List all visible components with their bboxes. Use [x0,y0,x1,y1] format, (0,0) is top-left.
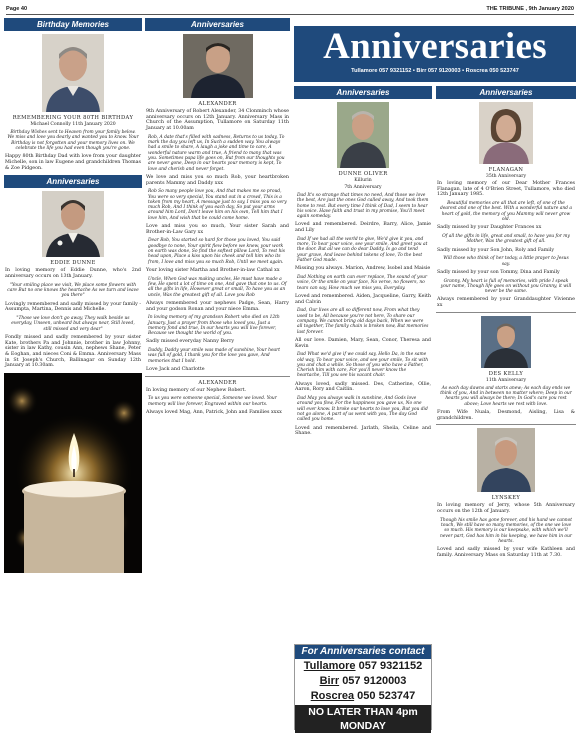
caption: ALEXANDER [198,101,237,107]
verse: Dad It's so strange that times no need, And those we love the best, Are just the ones God called away, And took them home to rest. But every time I think of Dad, I seem to hear his voice. Have faith and trust in my promise, You'll meet again someday. [297,193,429,220]
ad-line-roscrea [295,689,431,704]
portrait-photo-flanagan [479,102,533,164]
verse: Dad What we'd give if we could say, Hello Da, in the same old way, To hear your voice, and see your smile, To sit with you and chat a while. So those of you who have a Father, Cherish him with care, For you'll never know the heartache, Till you see his vacant chair. [297,352,429,379]
column-anniversaries-flanagan [436,86,576,730]
notice-text: Always loved Mag, Ann, Patrick, John and Families xxxx [146,410,282,416]
verse: Daddy, Daddy your smile was made of sunshine, Your heart was full of gold, I thank you for the love you gave, And memories that I hold. [148,348,281,364]
portrait-photo-eddie [42,191,104,257]
notice-text: Missing you always. Marion, Andrew, Isobel and Maisie [295,266,431,272]
contact-ad-box [294,644,432,730]
notice-text: All our love. Damien, Mary, Sean, Conor, Theresa and Kevin [295,337,431,349]
section-header: Anniversaries [145,18,290,31]
caption: FLANAGAN [488,167,524,173]
column-birthday-memories [4,18,142,729]
ad-town: Roscrea [310,690,355,702]
divider [145,376,290,377]
caption: LYNSKEY [491,495,521,502]
section-header: Birthday Memories [4,18,142,31]
verse: Granny, My heart is full of memories, with pride I speak your name, Though life goes on without you Granny, it will never be the same. [440,278,572,295]
subcaption: 11th Anniversary [485,377,527,383]
divider [436,312,576,313]
notice-text: In loving memory of our Dear Mother Frances Flanagan, late of 4 O'Brien Street, Tullamore, who died 12th January 1985. [437,181,575,198]
masthead-contact: Tullamore 057 9321152 • Birr 057 9120003 • Roscrea 050 523747 [351,68,519,74]
column-anniversaries-dunne [294,86,432,640]
verse: Rob So many people love you, And that makes me so proud, You were so very special, You stand out in a crowd, This is a token from my heart, A message just to say, I miss you so very much Rob, And I think of you each day, So put your arms around him Lord, Don't leave him on his own, Tell him that I love him, And wish that he could come home. [148,189,287,221]
notice-text: Loved and sadly missed by your wife Kathleen and family. Anniversary Mass on Saturday 11th at 7.30. [437,547,575,559]
section-header: Anniversaries [436,86,576,99]
notice-text: Sadly missed by your Son John, Roly and Family [437,247,555,253]
paper-masthead: THE TRIBUNE , 9th January 2020 [486,5,574,12]
notice-text: Always remembered by your Granddaughter Vivienne xx [437,297,575,309]
notice-text: In loving memory of Eddie Dunne, who's 2nd anniversary occurs on 13th January. [5,268,141,279]
verse: Beautiful memories are all that are left, of one of the dearest and one of the best. With a wonderful nature and a heart of gold, the memory of you Mammy will never grow old. [440,201,572,222]
notice-text: Sadly missed by your son Tommy, Dina and Family [437,269,560,275]
caption: EDDIE DUNNE [50,260,96,267]
ad-town: Birr [319,675,340,687]
ad-town: Tullamore [303,660,356,672]
verse: Uncle, When God was making uncles, He must have made a few, He spent a lot of time on one, And gave that one to us. Of all the gifts in life, However great or small, To have you as an uncle, Was the greatest gift of all. Love you Rob [148,276,287,298]
ad-phone: 057 9321152 [358,660,423,672]
ad-deadline: NO LATER THAN 4pm MONDAY [295,705,431,733]
ad-phone: 057 9120003 [342,675,407,687]
notice-text: In loving memory of our Nephew Robert. [146,387,247,393]
page-top-bar [6,3,574,15]
ad-line-birr [295,674,431,689]
notice-text: Loved and remembered. Aiden, Jacqueline, Garry, Keith and Calvin [295,293,431,305]
caption: REMEMBERING YOUR 80TH BIRTHDAY [12,115,134,121]
notice-text: Happy 80th Birthday Dad with love from your daughter Michelle, son in law Eugene and grandchildren Thomas & Zoe Pidgeon. [5,154,141,171]
anniversaries-masthead [294,26,576,82]
section-header: Anniversaries [294,86,432,99]
divider [436,424,576,425]
portrait-photo-michael [42,34,104,112]
ad-phone: 050 523747 [357,690,416,702]
subcaption: 35th Anniversary [485,174,527,179]
caption: DUNNE OLIVER [338,171,388,177]
candle-photo [4,373,142,573]
portrait-photo-dunne [337,102,389,168]
verse: To us you were someone special, Someone we loved. Your memory will live forever, Engraved within our hearts. [148,396,277,407]
column-anniversaries-alexander [145,18,290,729]
verse: Though his smile has gone forever, and his hand we cannot touch, We still have so many memories, of the one we love so much. His memory is our keepsake, with which we'll never part, God has him in his keeping, we have him in our hearts. [439,517,573,545]
notice-text: Loved and remembered. Jarlath, Sheila, Celine and Shane. [295,425,431,437]
caption: ALEXANDER [198,379,237,386]
subcaption: Michael Connolly 11th January 2020 [30,122,116,127]
notice-text: Always remembered your nephews Padge, Sean, Harry and your godson Ronan and your niece Emma. [146,300,289,312]
masthead-title: Anniversaries [323,26,547,67]
notice-text: Sadly missed everyday Nanny Berry [146,339,235,345]
verse: Dear Rob, You started so hard for those you loved, You said goodbye to none, Your spirit flew before we knew, your work on earth was done, So find the softest pillow Lord, To rest his head upon, Place a kiss upon his cheek and tell him who its from, I love and miss you so much Rob, Until we meet again. [148,238,286,265]
verse: Birthday Wishes sent to Heaven from your family below. We miss and love you dearly and wanted you to know. Your Birthday is not forgotten and your memory lives on. We celebrate the life you had even though you're gone. [7,130,139,151]
verse: Will those who think of her today, a little prayer to Jesus say. [443,256,569,267]
verse: Dad, Our lives are all so different now, From what they used to be, All because you're not here, To share our company. We cannot bring old days back, When we were all together, The family chain is broken now, But memories last forever. [297,308,429,335]
portrait-photo-kelly [481,316,531,368]
section-header: Anniversaries [4,175,142,188]
verse: Dad If we had all the world to give, We'd give it you, and more, To hear your voice, see your smile, And greet you at the door. But all we can do dear Daddy, Is go and tend your grave, And leave behind tokens of love, To the best Father God made. [297,236,428,264]
notice-text: We love and miss you so much Rob, your heartbroken parents Mammy and Daddy xxx [146,174,289,186]
verse: Dad Nothing on earth can ever replace, The sound of your voice, Or the smile on your face, No verse, no flowers, no tears can say, How much we miss you, Everyday. [297,275,428,291]
verse: In loving memory of my grandson Robert who died on 12th January. Just a prayer from those who loved you, Just a memory fond and true, In our hearts you will live forever, Because we thought the world of you. [148,315,280,337]
ad-title: For Anniversaries contact [295,645,431,659]
notice-text: Always loved, sadly missed. Des, Catherine, Ollie, Aaron, Rory and Caitlin. [295,381,431,393]
notice-text: Lovingly remembered and sadly missed by your family - Assumpta, Martina, Dennis and Michelle. [5,301,142,313]
verse: Dad May you always walk in sunshine, And Gods love around you flow, For the happiness you gave us, No one will ever know. It broke our hearts to lose you, But you did not go alone, A part of us went with you, The day God called you home. [297,396,428,423]
notice-text: 9th Anniversary of Robert Alexander, 34 Clonminch whose anniversary occurs on 12th January. Anniversary Mass in Church of the Assumption, Tullamore on Saturday 11th January at 10.00am [146,109,289,132]
notice-text: Loved and remembered. Deirdre, Barry, Alice, Jamie and Lily [295,222,431,234]
page-number: Page 40 [6,5,28,12]
verse: As each day dawns and starts anew; As each day ends we think of you, And in between no matter where; Deep in our hearts you will always be there; In God's care you rest above; Love hearts we rest with love. [440,385,572,407]
caption: DES KELLY [488,370,524,377]
notice-text: Love and miss you so much, Your sister Sarah and Brother-in-Law Gary xx [146,224,289,235]
subcaption: Killurin [354,178,372,183]
subcaption: 7th Anniversary [344,185,382,190]
verse: Rob, A date that's filled with sadness, Returns to us today, To mark the day you left us, In Such a sudden way. You always had a smile to share, A laugh a joke and time to care, A wonderful nature warm and true, A friend to many that was you. Sometimes papa life goes on, But from our thoughts you are never gone, Deep in our hearts your memory is kept, To love and cherish and never forget. [148,134,285,172]
verse: "Your smiling place we visit, We place some flowers with care But no one knows the heartache As we turn and leave you there" [7,282,139,299]
notice-text: Love Jack and Charlotte [146,367,205,373]
portrait-photo-lynskey [477,428,535,492]
notice-text: Your loving sister Martha and Brother-in-law Cathal xx [146,267,280,273]
verse: "Those we love don't go away, They walk beside us everyday, Unseen, unheard but always near, Still loved, still missed and very dear" [11,316,135,332]
notice-text: From Wife Nuala, Desmond, Aisling, Lisa & grandchildren. [437,410,575,421]
notice-text: Fondly missed and sadly remembered by your sister Kate, brothers Pa and Johnnie, brother in law Johnny, sister in law Kathy, cousin Ann, nephews Shane, Peter & Eoghan, and nieces Coni & Emma. Anniversary Mass in St Joseph's Church, Ballinagar on Sunday 12th January at 10.30am. [5,334,141,369]
notice-text: In loving memory of Jerry, whose 5th Anniversary occurs on the 12th of January. [437,503,575,515]
ad-line-tullamore [295,659,431,674]
notice-text: Sadly missed by your Daughter Frances xx [437,225,542,231]
verse: Of all the gifts in life, great and small, to have you for my Mother, Was the greatest gift of all. [442,234,570,245]
portrait-photo-alexander [183,34,253,98]
